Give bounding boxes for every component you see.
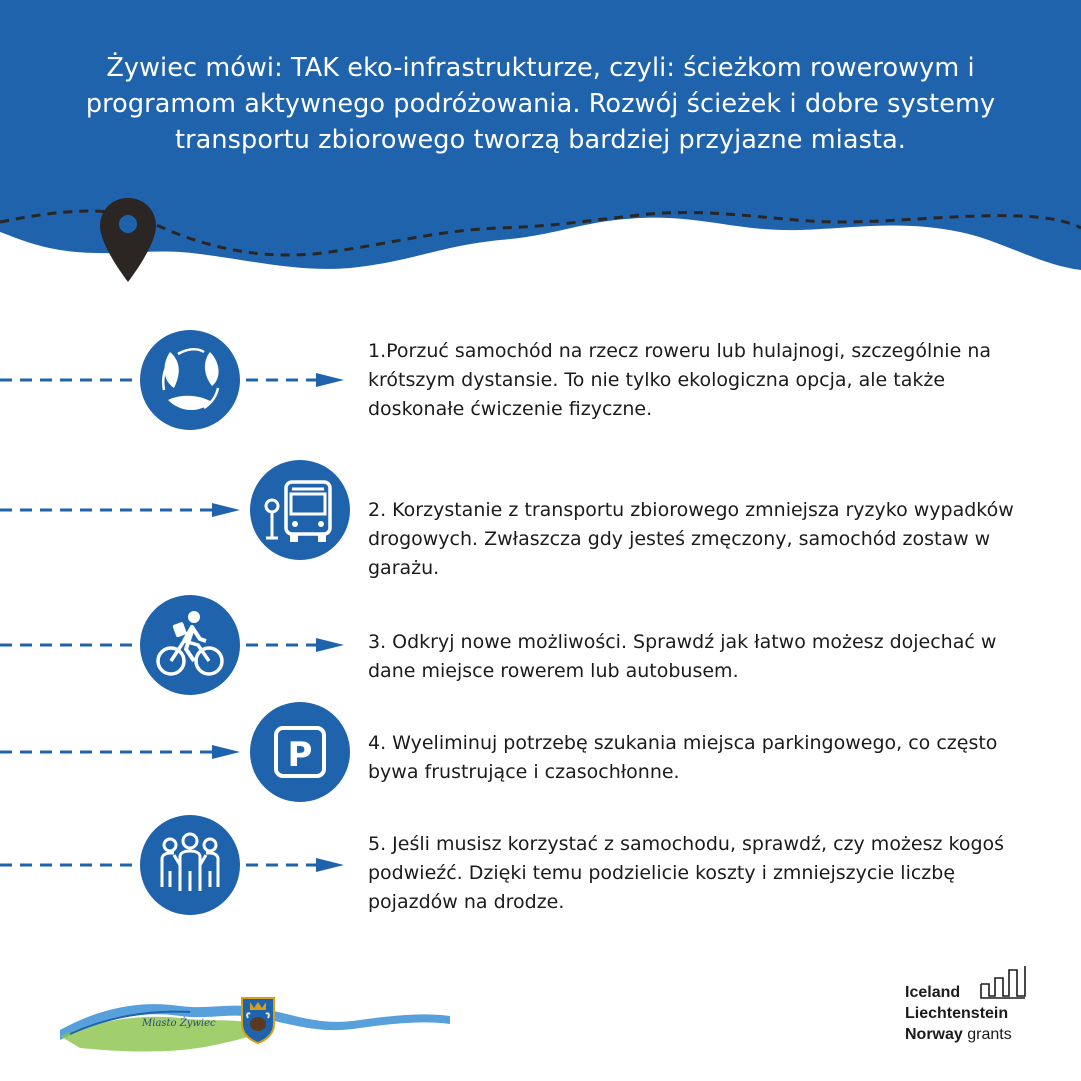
svg-text:P: P	[287, 735, 313, 775]
grants-grants-word: grants	[967, 1026, 1012, 1043]
step-4	[0, 700, 1081, 810]
step-text: 3. Odkryj nowe możliwości. Sprawdź jak łatwo możesz dojechać w dane miejsce rowerem lub autobusem.	[368, 631, 997, 682]
step-text: 2. Korzystanie z transportu zbiorowego zmniejsza ryzyko wypadków drogowych. Zwłaszcza gdy jesteś zmęczony, samochód zostaw w garażu.	[368, 499, 1014, 579]
step-5	[0, 810, 1081, 920]
step-3	[0, 590, 1081, 690]
dashed-arrow	[0, 503, 250, 517]
city-logo-text: Miasto Żywiec	[142, 1018, 216, 1029]
recycle-leaves-icon	[140, 330, 240, 430]
grants-norway-word: Norway	[905, 1026, 963, 1043]
step-text: 5. Jeśli musisz korzystać z samochodu, sprawdź, czy możesz kogoś podwieźć. Dzięki temu podzielicie koszty i zmniejszycie liczbę pojazdów na drodze.	[368, 833, 1005, 913]
grants-line-norway	[905, 1024, 1012, 1045]
city-coat-of-arms-icon	[240, 996, 276, 1044]
parking-icon	[250, 702, 350, 802]
map-pin-icon	[100, 198, 156, 282]
city-logo	[60, 990, 460, 1060]
dashed-arrow	[0, 745, 250, 759]
cyclist-icon	[140, 595, 240, 695]
step-1	[0, 325, 1081, 445]
header-title: Żywiec mówi: TAK eko-infrastrukturze, czyli: ścieżkom rowerowym i programom aktywnego podróżowania. Rozwój ścieżek i dobre systemy transportu zbiorowego tworzą bardziej przyjazne miasta.	[85, 53, 996, 155]
step-text: 1.Porzuć samochód na rzecz roweru lub hulajnogi, szczególnie na krótszym dystansie. To nie tylko ekologiczna opcja, ale także doskonałe ćwiczenie fizyczne.	[368, 340, 992, 420]
bus-stop-icon	[250, 460, 350, 560]
eea-norway-grants-logo	[905, 962, 1065, 1052]
step-2	[0, 460, 1081, 579]
grants-line-iceland: Iceland	[905, 984, 961, 1001]
grants-logo-icon	[979, 962, 1027, 1000]
grants-line-liechtenstein: Liechtenstein	[905, 1005, 1009, 1022]
people-group-icon	[140, 815, 240, 915]
step-text: 4. Wyeliminuj potrzebę szukania miejsca parkingowego, co często bywa frustrujące i czasochłonne.	[368, 732, 998, 783]
